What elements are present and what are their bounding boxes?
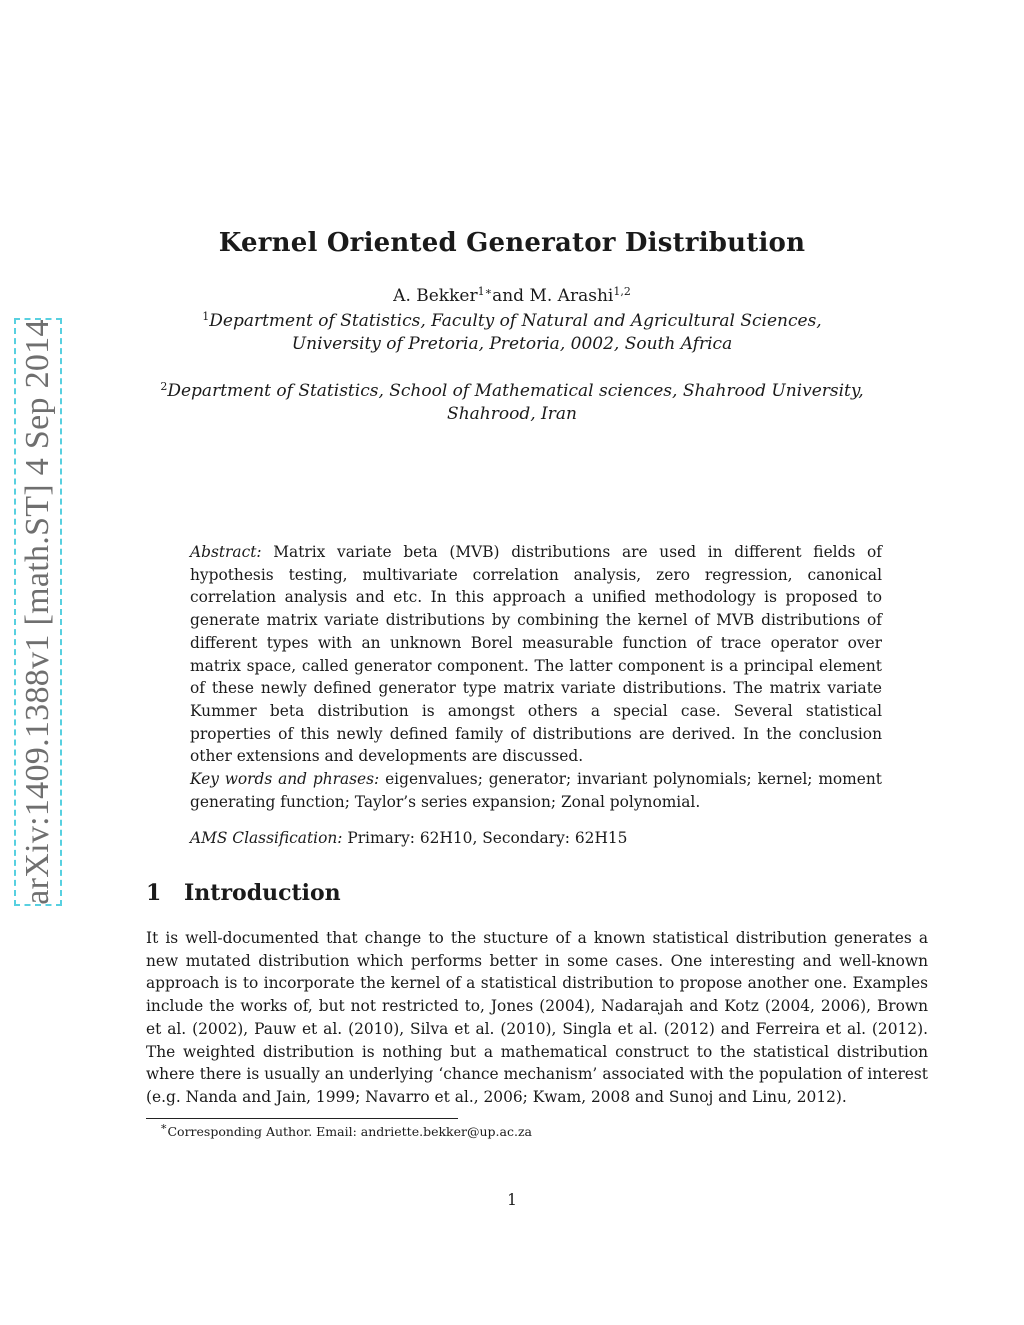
abstract-text: Matrix variate beta (MVB) distributions are used in different fields of hypothesis testing, multivariate correlation analysis, zero regression, canonical correlation analysis and etc. In this approach a unified methodology is proposed to generate matrix variate distributions by combining the kernel of MVB distributions of different types with an unknown Borel measurable function of trace operator over matrix space, called generator component. The latter component is a principal element of these newly defined generator type matrix variate distributions. The matrix variate Kummer beta distribution is amongst others a special case. Several statistical properties of this newly defined family of distributions are derived. In the conclusion other extensions and developments are discussed.: [190, 543, 882, 766]
page-number: 1: [507, 1191, 517, 1209]
section-number: 1: [146, 880, 162, 906]
ams-label: AMS Classification:: [190, 829, 343, 847]
footnote-text: Corresponding Author. Email: andriette.bekker@up.ac.za: [167, 1124, 532, 1139]
section-title: Introduction: [184, 880, 341, 906]
affiliation-2-superscript: 2: [160, 380, 168, 393]
ams-text: Primary: 62H10, Secondary: 62H15: [347, 829, 628, 847]
footnote-mark: ∗: [160, 1120, 168, 1133]
keywords-text: eigenvalues; generator; invariant polynomials; kernel; moment generating function; Taylor’s series expansion; Zonal polynomial.: [190, 770, 882, 811]
author-2: and M. Arashi: [492, 286, 614, 306]
introduction-paragraph: It is well-documented that change to the stucture of a known statistical distribution generates a new mutated distribution which performs better in some cases. One interesting and well-known approach is to incorporate the kernel of a statistical distribution to propose another one. Examples include the works of, but not restricted to, Jones (2004), Nadarajah and Kotz (2004, 2006), Brown et al. (2002), Pauw et al. (2010), Silva et al. (2010), Singla et al. (2012) and Ferreira et al. (2012). The weighted distribution is nothing but a mathematical construct to the statistical distribution where there is usually an underlying ‘chance mechanism’ associated with the population of interest (e.g. Nanda and Jain, 1999; Navarro et al., 2006; Kwam, 2008 and Sunoj and Linu, 2012).: [146, 929, 928, 1106]
affiliation-1-line-2: University of Pretoria, Pretoria, 0002, South Africa: [291, 334, 733, 354]
affiliation-1-line-1: Department of Statistics, Faculty of Natural and Agricultural Sciences,: [209, 311, 822, 331]
affiliation-1-superscript: 1: [202, 310, 210, 323]
affiliation-1: [0, 310, 1024, 356]
ams-classification: [190, 829, 627, 847]
section-heading: [146, 880, 341, 906]
keywords-label: Key words and phrases:: [190, 770, 380, 789]
affiliation-2-line-1: Department of Statistics, School of Mathematical sciences, Shahrood University,: [167, 381, 864, 401]
author-1-superscript: 1∗: [477, 285, 493, 298]
abstract-label: Abstract:: [190, 543, 262, 561]
author-1: A. Bekker: [393, 286, 478, 306]
abstract-block: [190, 541, 882, 813]
footnote-rule: [146, 1118, 458, 1119]
footnote: [160, 1120, 532, 1139]
affiliation-2: [0, 380, 1024, 426]
arxiv-stamp-text: arXiv:1409.1388v1 [math.ST] 4 Sep 2014: [19, 319, 56, 905]
paper-title: Kernel Oriented Generator Distribution: [218, 228, 806, 258]
abstract-paragraph: [190, 541, 882, 768]
author-2-superscript: 1,2: [613, 285, 631, 298]
author-line: [0, 286, 1024, 306]
affiliation-2-line-2: Shahrood, Iran: [447, 404, 577, 424]
keywords-paragraph: [190, 768, 882, 813]
